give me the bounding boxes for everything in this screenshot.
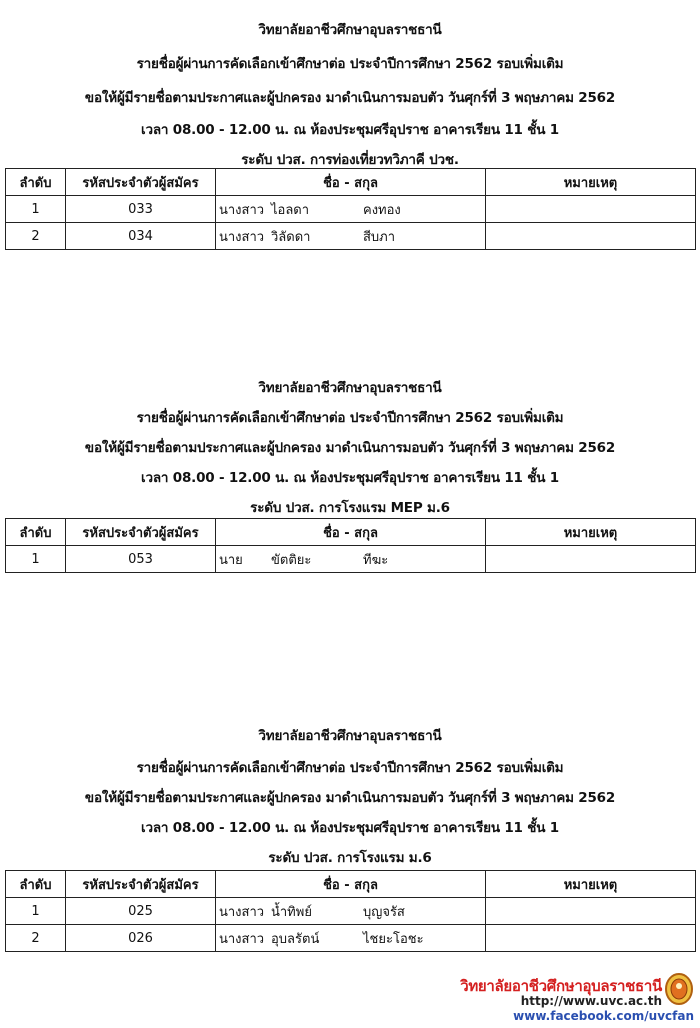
row-order: 2 [6,925,66,952]
name-prefix: นางสาว [219,904,265,920]
row-note [486,223,696,250]
table-row [6,223,696,250]
row-note [486,196,696,223]
row-order: 1 [6,546,66,573]
first-name: วิลัดดา [271,229,311,245]
table-row [6,546,696,573]
header-code: รหัสประจำตัวผู้สมัคร [66,169,216,196]
footer-watermark [434,972,694,1026]
name-prefix: นางสาว [219,229,265,245]
program-level: ระดับ ปวส. การท่องเที่ยวทวิภาคี ปวช. [241,152,459,168]
first-name: ขัตติยะ [271,552,312,568]
college-name: วิทยาลัยอาชีวศึกษาอุบลราชธานี [258,380,442,396]
name-prefix: นางสาว [219,202,265,218]
applicant-table [5,168,696,250]
header-code: รหัสประจำตัวผู้สมัคร [66,519,216,546]
row-name [216,196,486,223]
row-name [216,223,486,250]
row-code: 034 [66,223,216,250]
announcement-title: รายชื่อผู้ผ่านการคัดเลือกเข้าศึกษาต่อ ประจำปีการศึกษา 2562 รอบเพิ่มเติม [136,56,564,72]
header-note: หมายเหตุ [486,871,696,898]
header-note: หมายเหตุ [486,519,696,546]
website-link[interactable]: http://www.uvc.ac.th [520,994,662,1008]
college-name: วิทยาลัยอาชีวศึกษาอุบลราชธานี [258,728,442,744]
table-row [6,925,696,952]
header-order: ลำดับ [6,519,66,546]
last-name: ทีฆะ [363,552,389,568]
header-note: หมายเหตุ [486,169,696,196]
last-name: ไชยะโอชะ [363,931,424,947]
last-name: บุญจรัส [363,904,405,920]
announcement-title: รายชื่อผู้ผ่านการคัดเลือกเข้าศึกษาต่อ ประจำปีการศึกษา 2562 รอบเพิ่มเติม [136,410,564,426]
applicant-table [5,870,696,952]
header-name: ชื่อ - สกุล [216,519,486,546]
program-level: ระดับ ปวส. การโรงแรม MEP ม.6 [250,500,450,516]
row-note [486,546,696,573]
row-name [216,925,486,952]
header-order: ลำดับ [6,169,66,196]
row-code: 053 [66,546,216,573]
table-row [6,196,696,223]
report-time-place: เวลา 08.00 - 12.00 น. ณ ห้องประชุมศรีอุปราช อาคารเรียน 11 ชั้น 1 [141,820,559,836]
header-name: ชื่อ - สกุล [216,871,486,898]
report-instruction: ขอให้ผู้มีรายชื่อตามประกาศและผู้ปกครอง มาดำเนินการมอบตัว วันศุกร์ที่ 3 พฤษภาคม 2562 [84,90,616,106]
header-order: ลำดับ [6,871,66,898]
last-name: คงทอง [363,202,401,218]
row-note [486,925,696,952]
row-code: 026 [66,925,216,952]
report-time-place: เวลา 08.00 - 12.00 น. ณ ห้องประชุมศรีอุปราช อาคารเรียน 11 ชั้น 1 [141,470,559,486]
report-instruction: ขอให้ผู้มีรายชื่อตามประกาศและผู้ปกครอง มาดำเนินการมอบตัว วันศุกร์ที่ 3 พฤษภาคม 2562 [84,790,616,806]
table-header-row [6,169,696,196]
facebook-link[interactable]: www.facebook.com/uvcfan [513,1009,694,1023]
row-order: 1 [6,898,66,925]
table-header-row [6,519,696,546]
first-name: น้ำทิพย์ [271,904,312,920]
program-level: ระดับ ปวส. การโรงแรม ม.6 [268,850,432,866]
report-instruction: ขอให้ผู้มีรายชื่อตามประกาศและผู้ปกครอง มาดำเนินการมอบตัว วันศุกร์ที่ 3 พฤษภาคม 2562 [84,440,616,456]
college-name: วิทยาลัยอาชีวศึกษาอุบลราชธานี [258,22,442,38]
last-name: สีบภา [363,229,396,245]
row-code: 025 [66,898,216,925]
row-note [486,898,696,925]
footer-college-name: วิทยาลัยอาชีวศึกษาอุบลราชธานี [460,977,662,995]
header-name: ชื่อ - สกุล [216,169,486,196]
row-code: 033 [66,196,216,223]
table-header-row [6,871,696,898]
college-seal-icon [664,972,694,1006]
applicant-table [5,518,696,573]
report-time-place: เวลา 08.00 - 12.00 น. ณ ห้องประชุมศรีอุปราช อาคารเรียน 11 ชั้น 1 [141,122,559,138]
first-name: ไอลดา [271,202,310,218]
header-code: รหัสประจำตัวผู้สมัคร [66,871,216,898]
announcement-title: รายชื่อผู้ผ่านการคัดเลือกเข้าศึกษาต่อ ประจำปีการศึกษา 2562 รอบเพิ่มเติม [136,760,564,776]
name-prefix: นาย [219,552,243,568]
first-name: อุบลรัตน์ [271,931,320,947]
row-name [216,898,486,925]
row-order: 2 [6,223,66,250]
name-prefix: นางสาว [219,931,265,947]
row-order: 1 [6,196,66,223]
table-row [6,898,696,925]
row-name [216,546,486,573]
